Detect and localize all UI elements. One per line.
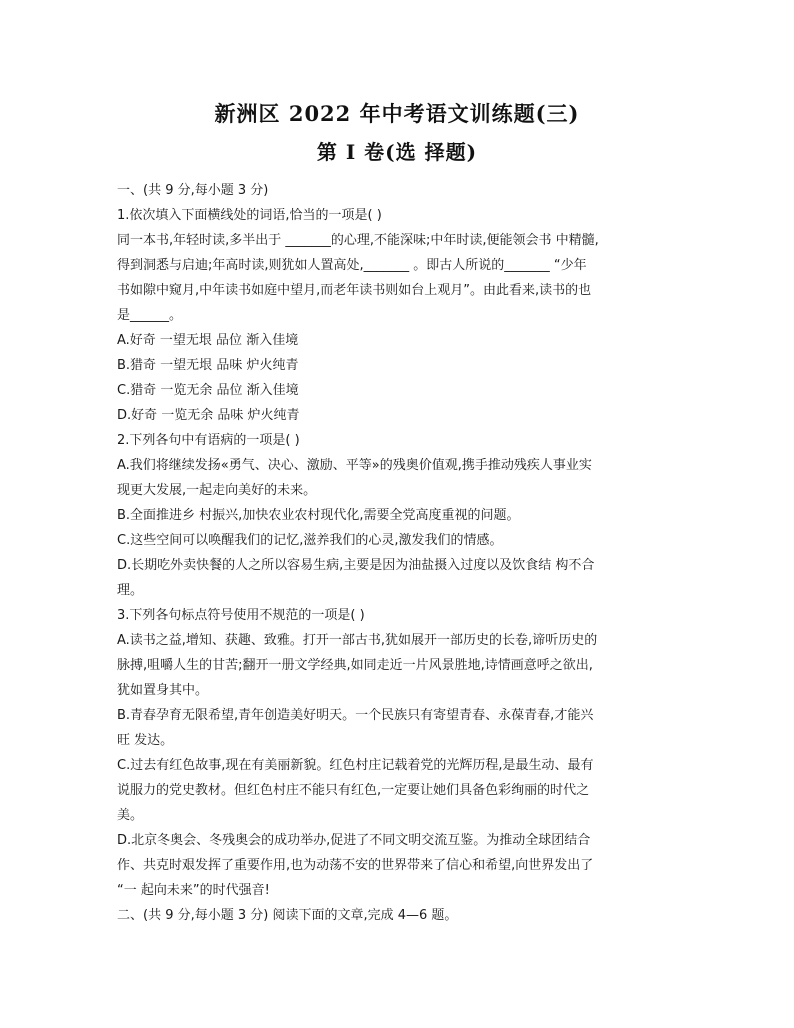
question-3-option-c: 美。 bbox=[117, 808, 144, 823]
question-1-option-b: B.猎奇 一望无垠 品味 炉火纯青 bbox=[117, 358, 299, 373]
question-1-passage: 书如隙中窥月,中年读书如庭中望月,而老年读书则如台上观月”。由此看来,读书的也 bbox=[117, 283, 592, 298]
question-2-option-b: B.全面推进乡 村振兴,加快农业农村现代化,需要全党高度重视的问题。 bbox=[117, 508, 520, 523]
question-3-option-a: 犹如置身其中。 bbox=[117, 683, 209, 698]
question-1-option-c: C.猎奇 一览无余 品位 渐入佳境 bbox=[117, 383, 299, 398]
question-2-stem: 2.下列各句中有语病的一项是( ) bbox=[117, 433, 300, 448]
question-1-option-a: A.好奇 一望无垠 品位 渐入佳境 bbox=[117, 333, 299, 348]
question-1-passage: 是______。 bbox=[117, 308, 183, 323]
question-3-option-b: 旺 发达。 bbox=[117, 733, 174, 748]
question-2-option-c: C.这些空间可以唤醒我们的记忆,滋养我们的心灵,激发我们的情感。 bbox=[117, 533, 503, 548]
question-3-option-c: C.过去有红色故事,现在有美丽新貌。红色村庄记载着党的光辉历程,是最生动、最有 bbox=[117, 758, 594, 773]
question-2-option-d: D.长期吃外卖快餐的人之所以容易生病,主要是因为油盐摄入过度以及饮食结 构不合 bbox=[117, 558, 595, 573]
question-1-option-d: D.好奇 一览无余 品味 炉火纯青 bbox=[117, 408, 300, 423]
question-1-stem: 1.依次填入下面横线处的词语,恰当的一项是( ) bbox=[117, 208, 382, 223]
question-3-option-d: 作、共克时艰发挥了重要作用,也为动荡不安的世界带来了信心和希望,向世界发出了 bbox=[117, 858, 594, 873]
question-3-stem: 3.下列各句标点符号使用不规范的一项是( ) bbox=[117, 608, 365, 623]
document-body bbox=[117, 178, 683, 928]
question-2-option-a: A.我们将继续发扬«勇气、决心、激励、平等»的残奥价值观,携手推动残疾人事业实 bbox=[117, 458, 592, 473]
question-3-option-d: “一 起向未来”的时代强音! bbox=[117, 883, 270, 898]
question-3-option-c: 说服力的党史教材。但红色村庄不能只有红色,一定要让她们具备色彩绚丽的时代之 bbox=[117, 783, 590, 798]
question-1-passage: 得到洞悉与启迪;年高时读,则犹如人置高处,_______ 。即古人所说的_______ “少年 bbox=[117, 258, 587, 273]
document-title: 新洲区 2022 年中考语文训练题(三) bbox=[214, 101, 580, 126]
question-3-option-a: 脉搏,咀嚼人生的甘苦;翻开一册文学经典,如同走近一片风景胜地,诗情画意呼之欲出, bbox=[117, 658, 593, 673]
question-2-option-a: 现更大发展,一起走向美好的未来。 bbox=[117, 483, 317, 498]
section-heading-2: 二、(共 9 分,每小题 3 分) 阅读下面的文章,完成 4—6 题。 bbox=[117, 908, 458, 923]
section-heading-1: 一、(共 9 分,每小题 3 分) bbox=[117, 183, 269, 198]
question-2-option-d: 理。 bbox=[117, 583, 144, 598]
question-3-option-a: A.读书之益,增知、获趣、致雅。打开一部古书,犹如展开一部历史的长卷,谛听历史的 bbox=[117, 633, 598, 648]
document-subtitle: 第 I 卷(选 择题) bbox=[316, 140, 478, 164]
question-1-passage: 同一本书,年轻时读,多半出于 _______的心理,不能深味;中年时读,便能领会书 中精髓, bbox=[117, 233, 599, 248]
question-3-option-d: D.北京冬奥会、冬残奥会的成功举办,促进了不同文明交流互鉴。为推动全球团结合 bbox=[117, 833, 591, 848]
question-3-option-b: B.青春孕育无限希望,青年创造美好明天。一个民族只有寄望青春、永葆青春,才能兴 bbox=[117, 708, 594, 723]
